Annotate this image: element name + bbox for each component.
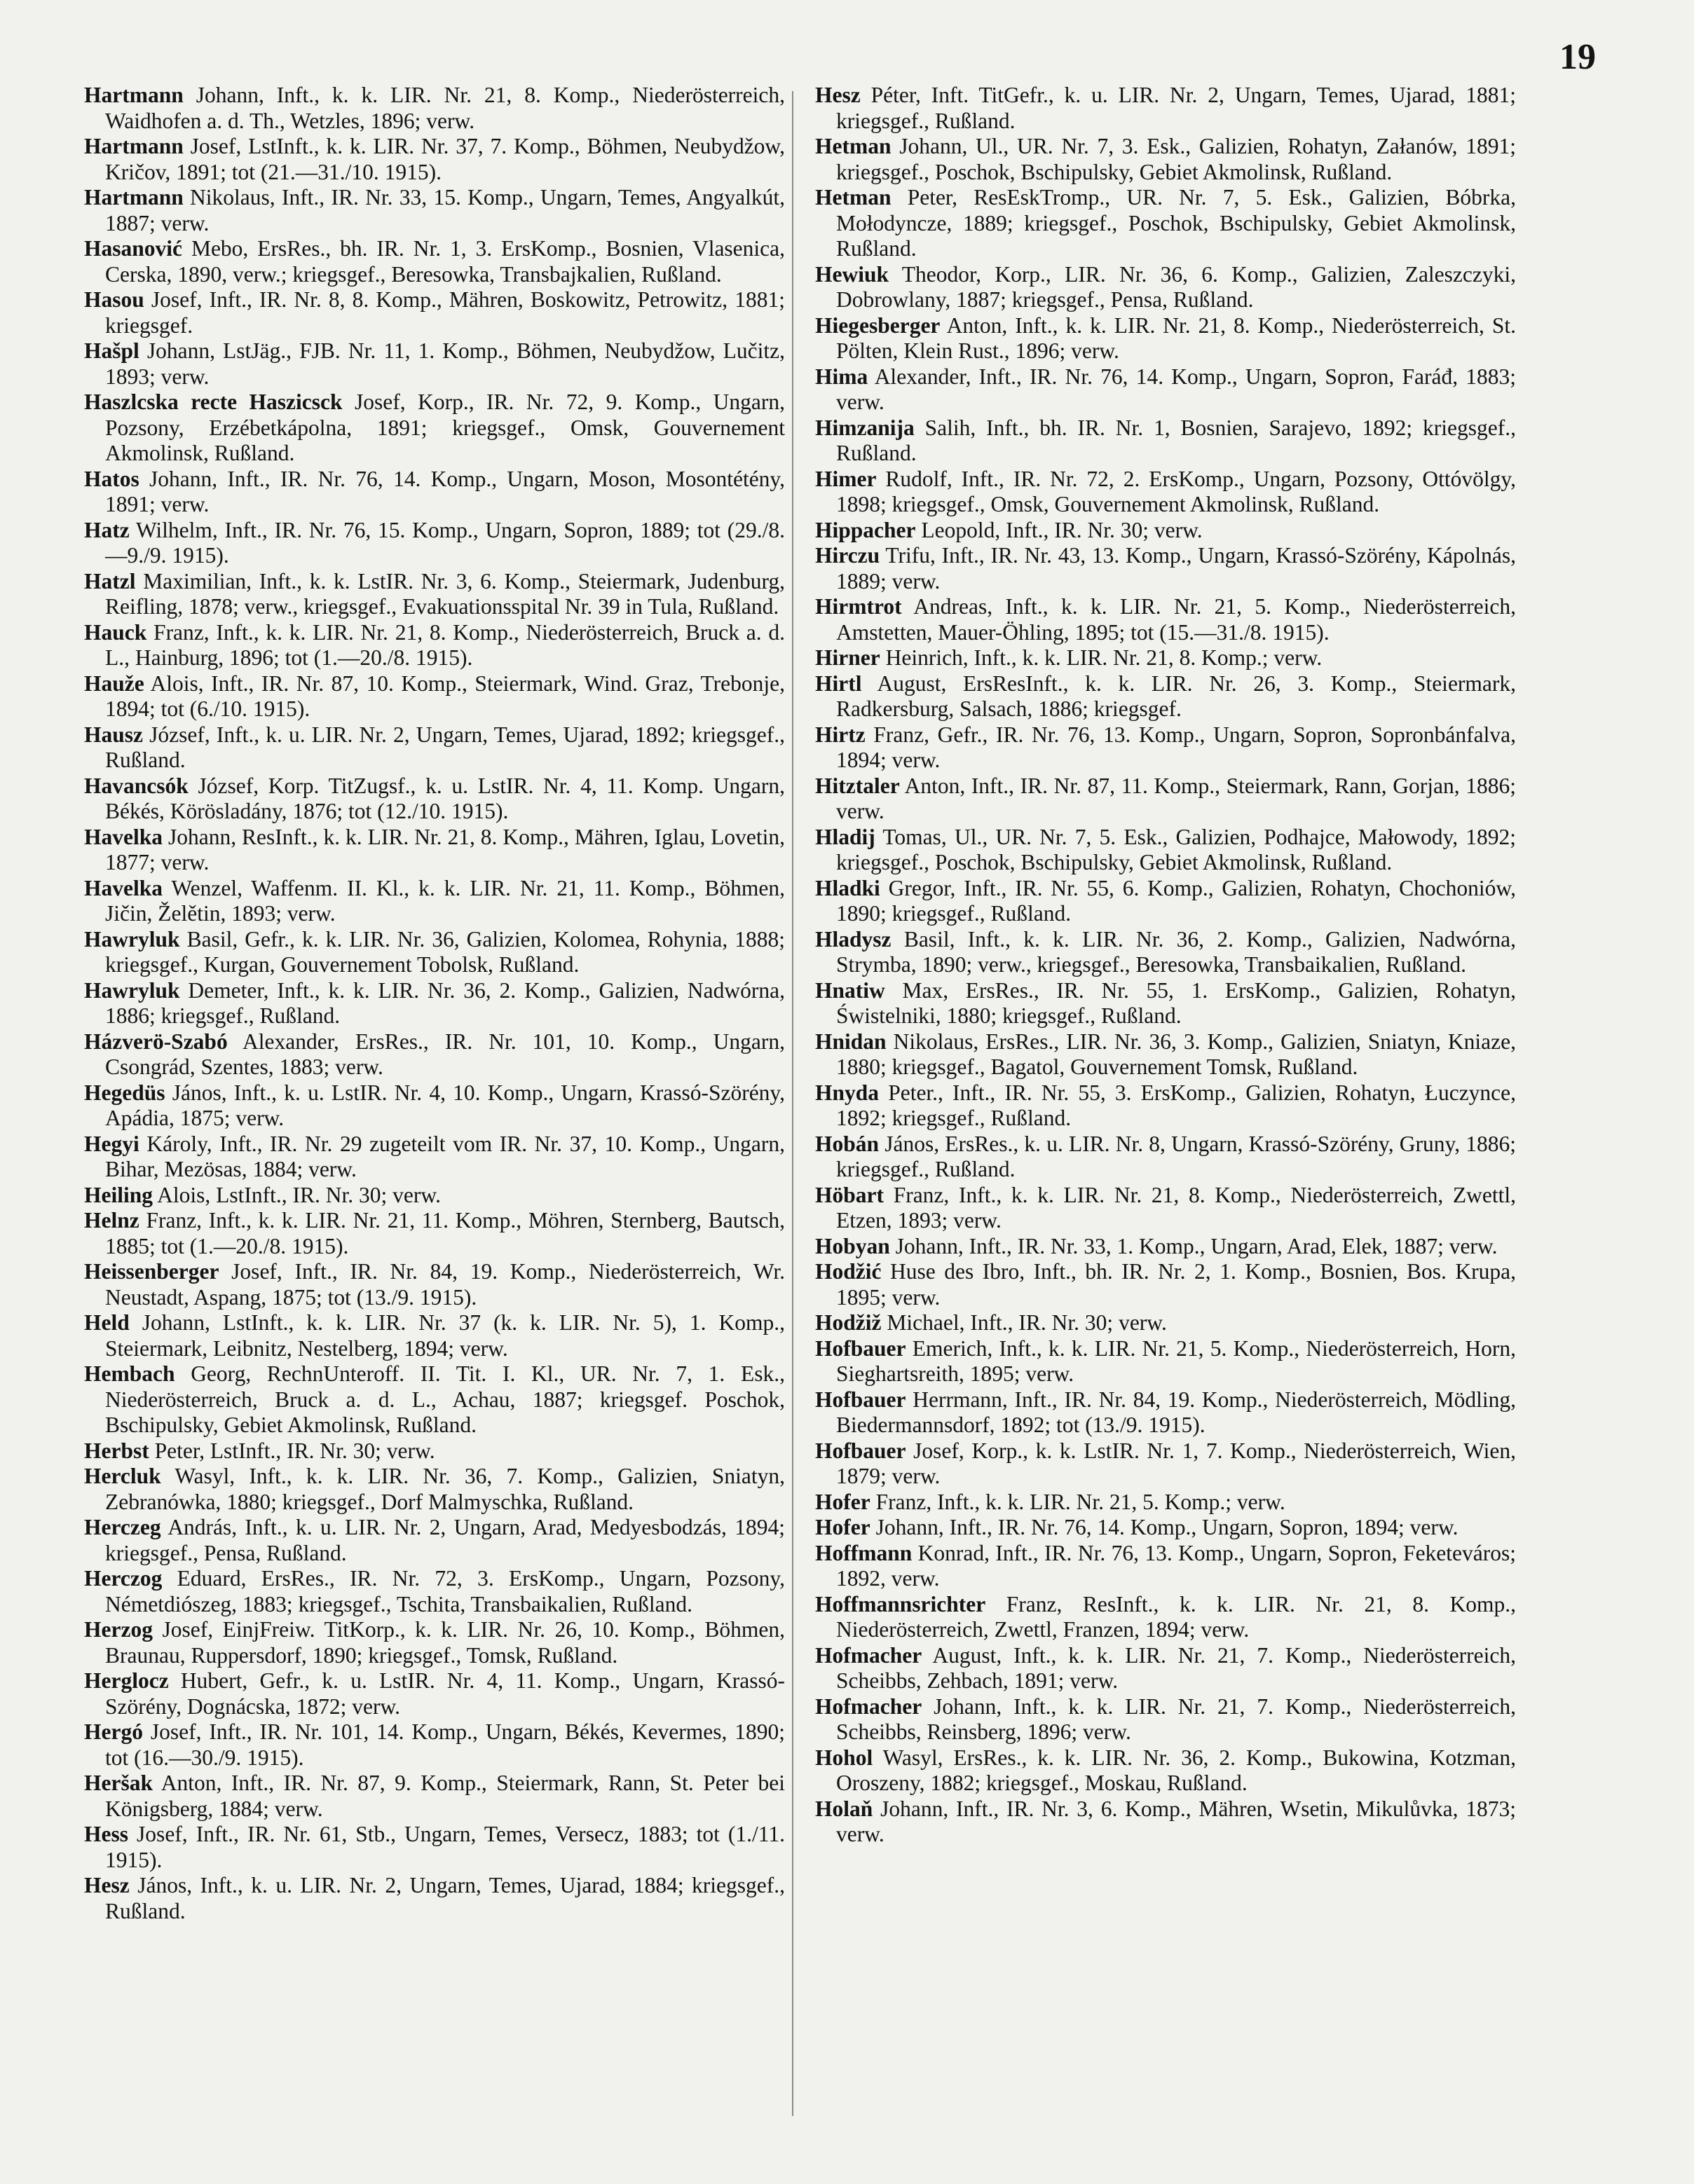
entry-surname: Himzanija xyxy=(815,415,915,440)
entry-surname: Hoffmann xyxy=(815,1540,913,1565)
register-entry xyxy=(84,1719,785,1771)
entry-surname: Havancsók xyxy=(84,773,189,798)
entry-details: Wasyl, ErsRes., k. k. LIR. Nr. 36, 2. Komp., Bukowina, Kotzman, Oroszeny, 1882; kriegsgef., Moskau, Rußland. xyxy=(836,1745,1516,1795)
entry-surname: Hladki xyxy=(815,875,880,900)
register-entry xyxy=(815,1183,1516,1234)
register-entry xyxy=(815,1694,1516,1745)
entry-surname: Held xyxy=(84,1310,130,1335)
column-divider xyxy=(792,91,793,2116)
entry-details: Basil, Inft., k. k. LIR. Nr. 36, 2. Komp., Galizien, Nadwórna, Strymba, 1890; verw., kriegsgef., Beresowka, Transbaikalien, Rußland. xyxy=(836,926,1516,977)
entry-surname: Hawryluk xyxy=(84,977,180,1003)
entry-details: Herrmann, Inft., IR. Nr. 84, 19. Komp., Niederösterreich, Mödling, Biedermannsdorf, 1892; tot (13./9. 1915). xyxy=(836,1387,1517,1437)
entry-surname: Hawryluk xyxy=(84,926,180,952)
entry-details: August, Inft., k. k. LIR. Nr. 21, 7. Komp., Niederösterreich, Scheibbs, Zehbach, 1891; verw. xyxy=(836,1642,1516,1693)
register-entry xyxy=(815,774,1516,825)
entry-details: Johann, Inft., k. k. LIR. Nr. 21, 8. Komp., Niederösterreich, Waidhofen a. d. Th., Wetzles, 1896; verw. xyxy=(105,83,786,133)
entry-surname: Hofbauer xyxy=(815,1387,906,1412)
register-entry xyxy=(815,1745,1516,1797)
register-entry xyxy=(84,236,785,287)
entry-details: Franz, Inft., k. k. LIR. Nr. 21, 11. Komp., Möhren, Sternberg, Bautsch, 1885; tot (1.—20./8. 1915). xyxy=(105,1208,785,1258)
entry-surname: Hercluk xyxy=(84,1464,161,1488)
entry-surname: Hippacher xyxy=(815,517,916,542)
register-entry xyxy=(84,1183,785,1209)
register-entry xyxy=(84,1873,785,1924)
register-entry xyxy=(84,83,785,134)
entry-details: Josef, Inft., IR. Nr. 101, 14. Komp., Ungarn, Békés, Kevermes, 1890; tot (16.—30./9. 1915). xyxy=(105,1719,785,1770)
entry-details: Heinrich, Inft., k. k. LIR. Nr. 21, 8. Komp.; verw. xyxy=(885,645,1323,670)
entry-details: Michael, Inft., IR. Nr. 30; verw. xyxy=(887,1310,1167,1335)
entry-details: Josef, LstInft., k. k. LIR. Nr. 37, 7. Komp., Böhmen, Neubydžow, Kričov, 1891; tot (21.—31./10. 1915). xyxy=(105,134,785,184)
register-entry xyxy=(84,671,785,722)
entry-surname: Hess xyxy=(84,1822,128,1846)
entry-surname: Heršak xyxy=(84,1771,153,1795)
entry-details: Peter., Inft., IR. Nr. 55, 3. ErsKomp., Galizien, Rohatyn, Łuczynce, 1892; kriegsgef., Rußland. xyxy=(836,1080,1517,1130)
entry-details: Tomas, Ul., UR. Nr. 7, 5. Esk., Galizien, Podhajce, Małowody, 1892; kriegsgef., Poschok, Bschipulsky, Gebiet Akmolinsk, Rußland. xyxy=(836,824,1516,874)
register-entry xyxy=(815,645,1516,671)
entry-details: János, ErsRes., k. u. LIR. Nr. 8, Ungarn, Krassó-Szörény, Gruny, 1886; kriegsgef., Rußland. xyxy=(836,1131,1517,1181)
entry-surname: Hohol xyxy=(815,1745,873,1770)
entry-details: Konrad, Inft., IR. Nr. 76, 13. Komp., Ungarn, Sopron, Feketeváros; 1892, verw. xyxy=(836,1540,1517,1591)
register-entry xyxy=(815,364,1516,415)
register-entry xyxy=(815,1387,1516,1438)
register-entry xyxy=(84,1029,785,1080)
entry-surname: Hausz xyxy=(84,722,144,747)
entry-surname: Hnidan xyxy=(815,1029,887,1054)
entry-details: Huse des Ibro, Inft., bh. IR. Nr. 2, 1. Komp., Bosnien, Bos. Krupa, 1895; verw. xyxy=(836,1259,1516,1310)
register-entry xyxy=(84,390,785,467)
register-entry xyxy=(815,1029,1516,1080)
entry-details: Johann, Inft., IR. Nr. 76, 14. Komp., Ungarn, Moson, Mosontétény, 1891; verw. xyxy=(105,466,786,516)
entry-surname: Hirner xyxy=(815,645,880,670)
entry-details: János, Inft., k. u. LIR. Nr. 2, Ungarn, Temes, Ujarad, 1884; kriegsgef., Rußland. xyxy=(105,1873,785,1923)
entry-details: Theodor, Korp., LIR. Nr. 36, 6. Komp., Galizien, Zaleszczyki, Dobrowlany, 1887; kriegsgef., Pensa, Rußland. xyxy=(836,261,1516,312)
entry-surname: Hegyi xyxy=(84,1131,139,1156)
register-entry xyxy=(815,518,1516,544)
entry-surname: Hirtl xyxy=(815,671,862,696)
entry-details: Wasyl, Inft., k. k. LIR. Nr. 36, 7. Komp., Galizien, Sniatyn, Zebranówka, 1880; kriegsgef., Dorf Malmyschka, Rußland. xyxy=(105,1464,785,1514)
entry-details: Josef, EinjFreiw. TitKorp., k. k. LIR. Nr. 26, 10. Komp., Böhmen, Braunau, Ruppersdorf, 1890; kriegsgef., Tomsk, Rußland. xyxy=(105,1617,786,1668)
entry-surname: Hergó xyxy=(84,1719,143,1744)
entry-surname: Höbart xyxy=(815,1182,884,1207)
entry-surname: Hirczu xyxy=(815,543,880,568)
register-entry xyxy=(84,1132,785,1183)
register-entry xyxy=(815,262,1516,313)
entry-surname: Hofmacher xyxy=(815,1694,922,1719)
register-entry xyxy=(84,1771,785,1822)
entry-details: Wenzel, Waffenm. II. Kl., k. k. LIR. Nr. 21, 11. Komp., Böhmen, Jičin, Želětin, 1893; verw. xyxy=(105,875,785,926)
entry-details: Péter, Inft. TitGefr., k. u. LIR. Nr. 2, Ungarn, Temes, Ujarad, 1881; kriegsgef., Rußland. xyxy=(836,83,1517,133)
left-column xyxy=(84,83,785,1924)
register-entry xyxy=(84,569,785,620)
entry-surname: Hladij xyxy=(815,824,875,849)
register-entry xyxy=(815,83,1516,134)
register-entry xyxy=(815,1234,1516,1260)
entry-surname: Hartmann xyxy=(84,185,184,210)
register-entry xyxy=(815,1797,1516,1848)
entry-surname: Hitztaler xyxy=(815,773,900,798)
register-entry xyxy=(84,1208,785,1259)
entry-details: Basil, Gefr., k. k. LIR. Nr. 36, Galizien, Kolomea, Rohynia, 1888; kriegsgef., Kurgan, Gouvernement Tobolsk, Rußland. xyxy=(105,926,786,977)
entry-surname: Hauže xyxy=(84,671,144,696)
entry-surname: Havelka xyxy=(84,875,163,900)
register-entry xyxy=(815,543,1516,594)
register-entry xyxy=(84,1259,785,1310)
entry-details: Josef, Korp., k. k. LstIR. Nr. 1, 7. Komp., Niederösterreich, Wien, 1879; verw. xyxy=(836,1438,1517,1488)
entry-surname: Hatz xyxy=(84,517,130,542)
entry-details: Anton, Inft., IR. Nr. 87, 11. Komp., Steiermark, Rann, Gorjan, 1886; verw. xyxy=(836,773,1516,823)
register-entry xyxy=(84,134,785,185)
entry-details: Peter, ResEskTromp., UR. Nr. 7, 5. Esk., Galizien, Bóbrka, Mołodyncze, 1889; kriegsgef., Poschok, Bschipulsky, Gebiet Akmolinsk, Rußland. xyxy=(836,185,1517,261)
entry-details: Rudolf, Inft., IR. Nr. 72, 2. ErsKomp., Ungarn, Pozsony, Ottóvölgy, 1898; kriegsgef., Omsk, Gouvernement Akmolinsk, Rußland. xyxy=(836,466,1516,516)
register-entry xyxy=(815,722,1516,774)
entry-details: Max, ErsRes., IR. Nr. 55, 1. ErsKomp., Galizien, Rohatyn, Świstelniki, 1880; kriegsgef., Rußland. xyxy=(836,977,1516,1028)
entry-details: Salih, Inft., bh. IR. Nr. 1, Bosnien, Sarajevo, 1892; kriegsgef., Rußland. xyxy=(836,415,1516,465)
entry-details: Anton, Inft., IR. Nr. 87, 9. Komp., Steiermark, Rann, St. Peter bei Königsberg, 1884; verw. xyxy=(105,1771,785,1821)
entry-surname: Házverö-Szabó xyxy=(84,1029,228,1054)
register-entry xyxy=(815,1132,1516,1183)
entry-surname: Havelka xyxy=(84,824,163,849)
entry-details: Josef, Inft., IR. Nr. 84, 19. Komp., Niederösterreich, Wr. Neustadt, Aspang, 1875; tot (13./9. 1915). xyxy=(105,1259,786,1310)
entry-surname: Heiling xyxy=(84,1182,153,1207)
entry-details: Franz, Inft., k. k. LIR. Nr. 21, 5. Komp.; verw. xyxy=(875,1489,1285,1514)
register-entry xyxy=(815,1515,1516,1541)
entry-details: Johann, Inft., IR. Nr. 33, 1. Komp., Ungarn, Arad, Elek, 1887; verw. xyxy=(895,1233,1498,1258)
entry-surname: Hesz xyxy=(815,83,861,107)
entry-surname: Hobán xyxy=(815,1131,880,1156)
register-entry xyxy=(84,1515,785,1566)
entry-surname: Haszlcska recte Haszicsck xyxy=(84,390,343,414)
entry-details: Johann, LstInft., k. k. LIR. Nr. 37 (k. k. LIR. Nr. 5), 1. Komp., Steiermark, Leibnitz, Nestelberg, 1894; verw. xyxy=(105,1310,786,1361)
entry-surname: Himer xyxy=(815,466,877,491)
register-entry xyxy=(815,467,1516,518)
entry-details: Georg, RechnUnteroff. II. Tit. I. Kl., UR. Nr. 7, 1. Esk., Niederösterreich, Bruck a. d. L., Achau, 1887; kriegsgef. Poschok, Bschipulsky, Gebiet Akmolinsk, Rußland. xyxy=(105,1361,785,1437)
entry-details: József, Korp. TitZugsf., k. u. LstIR. Nr. 4, 11. Komp. Ungarn, Békés, Körösladány, 1876; tot (12./10. 1915). xyxy=(105,773,785,823)
entry-details: August, ErsResInft., k. k. LIR. Nr. 26, 3. Komp., Steiermark, Radkersburg, Salsach, 1886; kriegsgef. xyxy=(836,671,1517,721)
entry-details: Franz, Inft., k. k. LIR. Nr. 21, 8. Komp., Niederösterreich, Bruck a. d. L., Hainburg, 1896; tot (1.—20./8. 1915). xyxy=(105,619,785,670)
register-entry xyxy=(815,1336,1516,1387)
entry-details: Franz, Inft., k. k. LIR. Nr. 21, 8. Komp., Niederösterreich, Zwettl, Etzen, 1893; verw. xyxy=(836,1182,1516,1232)
entry-details: Johann, LstJäg., FJB. Nr. 11, 1. Komp., Böhmen, Neubydžow, Lučitz, 1893; verw. xyxy=(105,338,785,389)
entry-surname: Hetman xyxy=(815,134,892,158)
entry-surname: Hodžić xyxy=(815,1259,882,1284)
entry-details: Maximilian, Inft., k. k. LstIR. Nr. 3, 6. Komp., Steiermark, Judenburg, Reifling, 1878; verw., kriegsgef., Evakuationsspital Nr. 39 in Tula, Rußland. xyxy=(105,568,786,619)
entry-surname: Hofbauer xyxy=(815,1335,906,1361)
entry-surname: Hartmann xyxy=(84,83,184,107)
register-entry xyxy=(84,185,785,236)
register-entry xyxy=(84,1080,785,1132)
register-entry xyxy=(815,1310,1516,1336)
entry-surname: Herczeg xyxy=(84,1515,161,1539)
entry-details: Károly, Inft., IR. Nr. 29 zugeteilt vom IR. Nr. 37, 10. Komp., Ungarn, Bihar, Mezösas, 1884; verw. xyxy=(105,1131,786,1181)
register-entry xyxy=(84,825,785,876)
entry-details: Johann, Ul., UR. Nr. 7, 3. Esk., Galizien, Rohatyn, Załanów, 1891; kriegsgef., Poschok, Bschipulsky, Gebiet Akmolinsk, Rußland. xyxy=(836,134,1516,184)
entry-surname: Hatos xyxy=(84,466,139,491)
entry-surname: Helnz xyxy=(84,1208,139,1232)
entry-details: Nikolaus, ErsRes., LIR. Nr. 36, 3. Komp., Galizien, Sniatyn, Kniaze, 1880; kriegsgef., Bagatol, Gouvernement Tomsk, Rußland. xyxy=(836,1029,1516,1079)
register-entry xyxy=(815,1438,1516,1490)
entry-surname: Hobyan xyxy=(815,1233,890,1258)
register-entry xyxy=(815,313,1516,364)
entry-surname: Hnatiw xyxy=(815,977,885,1003)
entry-details: Leopold, Inft., IR. Nr. 30; verw. xyxy=(921,517,1203,542)
register-entry xyxy=(815,876,1516,927)
entry-surname: Hoffmannsrichter xyxy=(815,1591,986,1616)
entry-surname: Hesz xyxy=(84,1873,130,1897)
entry-surname: Hofmacher xyxy=(815,1642,922,1668)
register-entry xyxy=(815,415,1516,467)
register-entry xyxy=(84,1361,785,1438)
entry-details: Johann, Inft., IR. Nr. 3, 6. Komp., Mähren, Wsetin, Mikulůvka, 1873; verw. xyxy=(836,1796,1517,1846)
register-entry xyxy=(815,978,1516,1029)
entry-details: Franz, ResInft., k. k. LIR. Nr. 21, 8. Komp., Niederösterreich, Zwettl, Franzen, 1894; verw. xyxy=(836,1591,1517,1642)
entry-details: Franz, Gefr., IR. Nr. 76, 13. Komp., Ungarn, Sopron, Sopronbánfalva, 1894; verw. xyxy=(836,722,1516,772)
entry-surname: Hofbauer xyxy=(815,1438,906,1463)
register-entry xyxy=(84,287,785,338)
entry-surname: Hirmtrot xyxy=(815,594,902,619)
entry-details: József, Inft., k. u. LIR. Nr. 2, Ungarn, Temes, Ujarad, 1892; kriegsgef., Rußland. xyxy=(105,722,786,772)
entry-details: Trifu, Inft., IR. Nr. 43, 13. Komp., Ungarn, Krassó-Szörény, Kápolnás, 1889; verw. xyxy=(836,543,1516,593)
entry-details: Demeter, Inft., k. k. LIR. Nr. 36, 2. Komp., Galizien, Nadwórna, 1886; kriegsgef., Rußland. xyxy=(105,977,785,1028)
entry-details: Josef, Korp., IR. Nr. 72, 9. Komp., Ungarn, Pozsony, Erzébetkápolna, 1891; kriegsgef., Omsk, Gouvernement Akmolinsk, Rußland. xyxy=(105,390,786,465)
entry-details: János, Inft., k. u. LstIR. Nr. 4, 10. Komp., Ungarn, Krassó-Szörény, Apádia, 1875; verw. xyxy=(105,1080,786,1130)
entry-surname: Hegedüs xyxy=(84,1080,165,1105)
entry-surname: Hetman xyxy=(815,185,892,210)
register-entry xyxy=(84,1566,785,1617)
entry-surname: Hofer xyxy=(815,1515,870,1539)
register-entry xyxy=(815,134,1516,185)
entry-surname: Hladysz xyxy=(815,926,892,952)
register-entry xyxy=(815,927,1516,978)
register-entry xyxy=(84,927,785,978)
entry-details: András, Inft., k. u. LIR. Nr. 2, Ungarn, Arad, Medyesbodzás, 1894; kriegsgef., Pensa, Rußland. xyxy=(105,1515,785,1565)
register-entry xyxy=(84,467,785,518)
entry-details: Johann, ResInft., k. k. LIR. Nr. 21, 8. Komp., Mähren, Iglau, Lovetin, 1877; verw. xyxy=(105,824,786,874)
page-number: 19 xyxy=(1559,37,1596,77)
entry-surname: Heissenberger xyxy=(84,1259,219,1284)
entry-details: Mebo, ErsRes., bh. IR. Nr. 1, 3. ErsKomp., Bosnien, Vlasenica, Cerska, 1890, verw.; kriegsgef., Beresowka, Transbajkalien, Rußland. xyxy=(105,236,786,287)
register-entry xyxy=(84,876,785,927)
register-entry xyxy=(84,1668,785,1719)
entry-details: Hubert, Gefr., k. u. LstIR. Nr. 4, 11. Komp., Ungarn, Krassó-Szörény, Dognácska, 1872; verw. xyxy=(105,1668,785,1719)
entry-surname: Hnyda xyxy=(815,1080,880,1105)
entry-surname: Hiegesberger xyxy=(815,313,941,338)
entry-surname: Herglocz xyxy=(84,1668,169,1693)
entry-surname: Hartmann xyxy=(84,134,184,158)
entry-details: Josef, Inft., IR. Nr. 8, 8. Komp., Mähren, Boskowitz, Petrowitz, 1881; kriegsgef. xyxy=(105,287,786,338)
entry-details: Johann, Inft., IR. Nr. 76, 14. Komp., Ungarn, Sopron, 1894; verw. xyxy=(875,1515,1459,1539)
register-entry xyxy=(84,774,785,825)
entry-details: Johann, Inft., k. k. LIR. Nr. 21, 7. Komp., Niederösterreich, Scheibbs, Reinsberg, 1896; verw. xyxy=(836,1694,1517,1744)
register-entry xyxy=(84,1464,785,1515)
register-entry xyxy=(815,1592,1516,1643)
entry-details: Alois, Inft., IR. Nr. 87, 10. Komp., Steiermark, Wind. Graz, Trebonje, 1894; tot (6./10. 1915). xyxy=(105,671,786,721)
entry-surname: Herczog xyxy=(84,1566,163,1591)
entry-details: Nikolaus, Inft., IR. Nr. 33, 15. Komp., Ungarn, Temes, Angyalkút, 1887; verw. xyxy=(105,185,786,235)
register-entry xyxy=(84,1438,785,1464)
register-entry xyxy=(815,671,1516,722)
register-entry xyxy=(815,1259,1516,1310)
register-entry xyxy=(84,1822,785,1873)
register-entry xyxy=(815,1080,1516,1132)
register-entry xyxy=(84,1617,785,1668)
entry-surname: Holaň xyxy=(815,1796,873,1821)
entry-surname: Hirtz xyxy=(815,722,866,747)
entry-surname: Hodžiž xyxy=(815,1310,882,1335)
register-entry xyxy=(815,1643,1516,1694)
entry-details: Eduard, ErsRes., IR. Nr. 72, 3. ErsKomp., Ungarn, Pozsony, Németdiószeg, 1883; kriegsgef., Tschita, Transbaikalien, Rußland. xyxy=(105,1566,786,1616)
entry-surname: Hasou xyxy=(84,287,144,312)
entry-surname: Hauck xyxy=(84,619,147,645)
register-entry xyxy=(815,1541,1516,1592)
entry-surname: Hasanović xyxy=(84,236,183,261)
register-entry xyxy=(815,185,1516,262)
entry-surname: Hembach xyxy=(84,1361,175,1386)
entry-surname: Hatzl xyxy=(84,568,136,593)
register-entry xyxy=(84,1310,785,1361)
entry-surname: Hima xyxy=(815,364,868,389)
entry-surname: Hewiuk xyxy=(815,261,889,287)
entry-details: Wilhelm, Inft., IR. Nr. 76, 15. Komp., Ungarn, Sopron, 1889; tot (29./8.—9./9. 1915). xyxy=(105,517,785,568)
register-entry xyxy=(84,338,785,390)
entry-details: Peter, LstInft., IR. Nr. 30; verw. xyxy=(154,1438,435,1463)
entry-surname: Herbst xyxy=(84,1438,149,1463)
entry-details: Gregor, Inft., IR. Nr. 55, 6. Komp., Galizien, Rohatyn, Chochoniów, 1890; kriegsgef., Rußland. xyxy=(836,875,1516,926)
register-entry xyxy=(84,518,785,569)
entry-details: Alois, LstInft., IR. Nr. 30; verw. xyxy=(157,1182,441,1207)
entry-surname: Hašpl xyxy=(84,338,139,363)
register-entry xyxy=(815,594,1516,645)
entry-surname: Herzog xyxy=(84,1617,153,1642)
register-entry xyxy=(815,825,1516,876)
register-entry xyxy=(84,620,785,671)
entry-details: Alexander, Inft., IR. Nr. 76, 14. Komp., Ungarn, Sopron, Faráđ, 1883; verw. xyxy=(836,364,1516,414)
entry-details: Emerich, Inft., k. k. LIR. Nr. 21, 5. Komp., Niederösterreich, Horn, Sieghartsreith, 1895; verw. xyxy=(836,1335,1516,1386)
entry-details: Alexander, ErsRes., IR. Nr. 101, 10. Komp., Ungarn, Csongrád, Szentes, 1883; verw. xyxy=(105,1029,785,1079)
entry-details: Andreas, Inft., k. k. LIR. Nr. 21, 5. Komp., Niederösterreich, Amstetten, Mauer-Öhling, 1895; tot (15.—31./8. 1915). xyxy=(836,594,1516,645)
right-column xyxy=(815,83,1516,1848)
register-entry xyxy=(84,722,785,774)
register-entry xyxy=(815,1490,1516,1516)
entry-details: Anton, Inft., k. k. LIR. Nr. 21, 8. Komp., Niederösterreich, St. Pölten, Klein Rust., 1896; verw. xyxy=(836,313,1516,363)
register-entry xyxy=(84,978,785,1029)
entry-surname: Hofer xyxy=(815,1489,870,1514)
entry-details: Josef, Inft., IR. Nr. 61, Stb., Ungarn, Temes, Versecz, 1883; tot (1./11. 1915). xyxy=(105,1822,786,1872)
